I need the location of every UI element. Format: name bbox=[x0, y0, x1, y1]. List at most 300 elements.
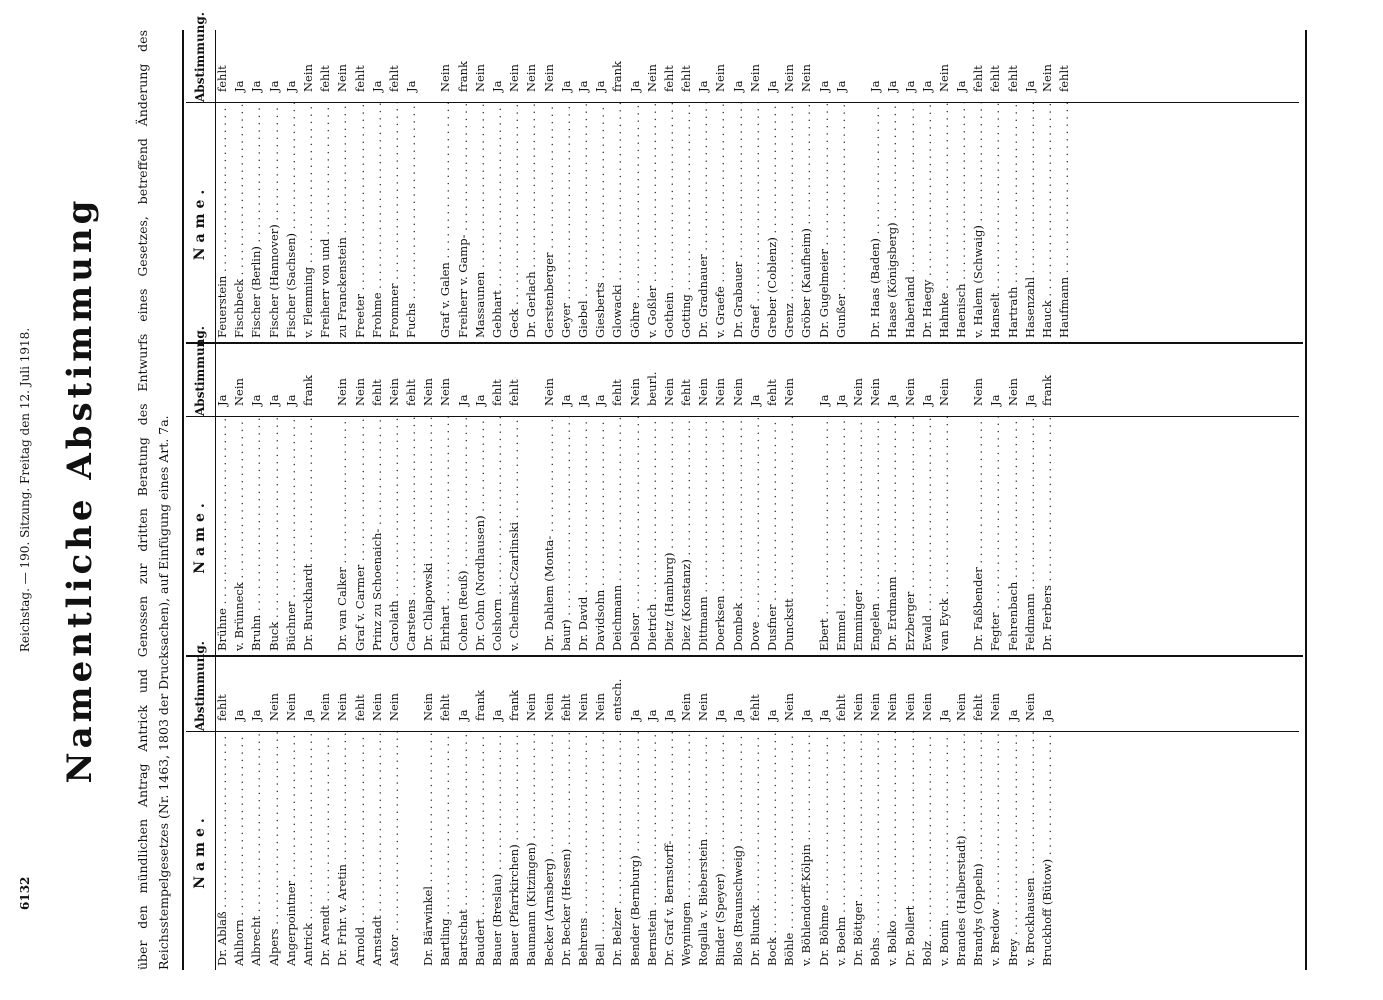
vote-value: Nein bbox=[335, 378, 350, 406]
table-row bbox=[1005, 28, 1022, 342]
bottom-rule bbox=[1305, 30, 1307, 970]
vote-value: Ja bbox=[627, 80, 642, 92]
vote-value: entsch. bbox=[610, 678, 625, 721]
table-row bbox=[798, 342, 815, 655]
vote-value: Ja bbox=[919, 394, 934, 406]
member-name: Baudert . . . bbox=[472, 731, 489, 970]
vote-value: Nein bbox=[421, 378, 436, 406]
vote-value: fehlt bbox=[490, 379, 504, 406]
member-name: Prinz zu Schoenaich- . . . bbox=[369, 416, 386, 655]
table-row bbox=[523, 342, 540, 655]
vote-value: fehlt bbox=[318, 65, 333, 92]
vote-value: Ja bbox=[369, 80, 384, 92]
table-row bbox=[541, 28, 558, 342]
vote-value: Nein bbox=[936, 378, 951, 406]
vote-value: Nein bbox=[541, 693, 556, 721]
vote-value: Ja bbox=[816, 80, 831, 92]
member-name: Freeter . . . bbox=[352, 102, 369, 342]
table-row bbox=[902, 28, 919, 342]
table-row bbox=[712, 657, 729, 970]
table-row bbox=[867, 342, 884, 655]
table-row bbox=[352, 342, 369, 655]
table-row bbox=[523, 657, 540, 970]
table-row bbox=[248, 657, 265, 970]
vote-value: Ja bbox=[730, 709, 745, 721]
table-row bbox=[386, 657, 403, 970]
table-row bbox=[1005, 342, 1022, 655]
member-name: Blos (Braunschweig) . . . bbox=[730, 731, 747, 970]
member-name bbox=[403, 731, 420, 970]
vote-value: Nein bbox=[352, 378, 367, 406]
table-row bbox=[678, 342, 695, 655]
vote-value: frank bbox=[1040, 375, 1054, 406]
vote-value: Ja bbox=[765, 709, 779, 721]
member-name: Bruhn . . . bbox=[248, 416, 265, 655]
vote-header: Abstimmung. bbox=[186, 657, 214, 732]
vote-value: Ja bbox=[799, 709, 814, 721]
table-row bbox=[575, 28, 592, 342]
member-name: Dr. Bollert . . . bbox=[902, 731, 919, 970]
member-name: v. Bolko . . . bbox=[884, 731, 901, 970]
vote-value: Nein bbox=[868, 693, 883, 721]
member-name: Bartling . . . bbox=[437, 731, 454, 970]
table-row bbox=[472, 342, 489, 655]
vote-value: Nein bbox=[850, 693, 865, 721]
table-row bbox=[575, 342, 592, 655]
vote-value: Nein bbox=[541, 64, 556, 92]
table-row bbox=[747, 28, 764, 342]
table-row bbox=[506, 28, 523, 342]
table-row bbox=[369, 342, 386, 655]
table-row bbox=[334, 342, 351, 655]
table-row bbox=[214, 342, 231, 655]
member-name: v. Boehn . . . bbox=[833, 731, 850, 970]
member-name: Cohen (Reuß) . . . bbox=[455, 416, 472, 655]
member-name: Haufmann . . . bbox=[1056, 102, 1073, 342]
table-row bbox=[420, 657, 437, 970]
vote-value: Nein bbox=[782, 64, 797, 92]
table-row bbox=[970, 28, 987, 342]
member-name: Fischer (Berlin) . . . bbox=[248, 102, 265, 342]
vote-value: fehlt bbox=[747, 694, 762, 721]
vote-value: Nein bbox=[1040, 64, 1054, 92]
vote-value: Ja bbox=[661, 709, 676, 721]
vote-value: Nein bbox=[936, 64, 951, 92]
member-name: Fuchs . . . bbox=[403, 102, 420, 342]
vote-value: fehlt bbox=[558, 694, 573, 721]
table-row bbox=[266, 342, 283, 655]
vote-value: Ja bbox=[300, 709, 315, 721]
vote-value: Nein bbox=[524, 64, 539, 92]
table-row bbox=[1022, 657, 1039, 970]
vote-value: Nein bbox=[507, 64, 522, 92]
vote-value: Ja bbox=[472, 394, 487, 406]
column-header bbox=[186, 641, 214, 970]
vote-value: Ja bbox=[490, 80, 504, 92]
table-row bbox=[334, 657, 351, 970]
member-name: Carolath . . . bbox=[386, 416, 403, 655]
vote-value: Nein bbox=[1022, 693, 1037, 721]
vote-value: Nein bbox=[661, 378, 676, 406]
member-name: Feldmann . . . bbox=[1022, 416, 1039, 655]
table-row bbox=[455, 342, 472, 655]
vote-value: Ja bbox=[283, 394, 298, 406]
page-title: Namentliche Abstimmung bbox=[60, 196, 100, 784]
table-row bbox=[558, 342, 575, 655]
member-name: Dr. Bärwinkel . . . bbox=[420, 731, 437, 970]
member-name: Doerksen . . . bbox=[712, 416, 729, 655]
member-name: Dr. Gradnauer . . . bbox=[695, 102, 712, 342]
vote-value: fehlt bbox=[765, 379, 779, 406]
table-row bbox=[764, 657, 781, 970]
member-name: Fehrenbach . . . bbox=[1005, 416, 1022, 655]
member-name: Büchner . . . bbox=[283, 416, 300, 655]
rows-column-1 bbox=[214, 657, 1299, 970]
vote-value: fehlt bbox=[507, 379, 522, 406]
member-name: v. Chelmski-Czarlinski . . . bbox=[506, 416, 523, 655]
member-name: Brühne . . . bbox=[214, 416, 231, 655]
table-row bbox=[283, 28, 300, 342]
member-name: Dr. Dahlem (Monta- . . . bbox=[541, 416, 558, 655]
table-row bbox=[300, 28, 317, 342]
member-name: Delsor . . . bbox=[627, 416, 644, 655]
table-row bbox=[317, 28, 334, 342]
member-name bbox=[317, 416, 334, 655]
name-header: Name. bbox=[192, 184, 208, 261]
table-row bbox=[609, 657, 626, 970]
member-name bbox=[850, 102, 867, 342]
vote-value: fehlt bbox=[988, 65, 1003, 92]
member-name: Gerstenberger . . . bbox=[541, 102, 558, 342]
member-name: Fegter . . . bbox=[987, 416, 1004, 655]
vote-value: Nein bbox=[283, 693, 298, 721]
vote-value: fehlt bbox=[833, 694, 848, 721]
member-name: Gothein . . . bbox=[661, 102, 678, 342]
member-name: Bock . . . bbox=[764, 731, 781, 970]
member-name: Greber (Coblenz) . . . bbox=[764, 102, 781, 342]
vote-value: Ja bbox=[954, 80, 969, 92]
vote-value: Ja bbox=[215, 394, 229, 406]
vote-value bbox=[850, 28, 867, 102]
member-name: Ahlhorn . . . bbox=[231, 731, 248, 970]
member-name: Angerpointner . . . bbox=[283, 731, 300, 970]
member-name: Geck . . . bbox=[506, 102, 523, 342]
vote-value: Nein bbox=[644, 64, 659, 92]
vote-value: fehlt bbox=[215, 694, 229, 721]
vote-value: Nein bbox=[575, 693, 590, 721]
member-name: Engelen . . . bbox=[867, 416, 884, 655]
vote-value: Nein bbox=[421, 693, 436, 721]
vote-value: beurl. bbox=[644, 371, 659, 406]
table-row bbox=[1005, 657, 1022, 970]
column-header bbox=[186, 326, 214, 655]
member-name: Haenisch . . . bbox=[953, 102, 970, 342]
table-row bbox=[798, 28, 815, 342]
vote-value: Ja bbox=[266, 80, 281, 92]
member-name: Dr. David . . . bbox=[575, 416, 592, 655]
member-name: Dr. Frhr. v. Aretin . . . bbox=[334, 731, 351, 970]
table-row bbox=[850, 657, 867, 970]
table-row bbox=[627, 657, 644, 970]
vote-value: Nein bbox=[902, 693, 917, 721]
member-name: v. Brockhausen . . . bbox=[1022, 731, 1039, 970]
vote-value: Ja bbox=[1040, 709, 1054, 721]
table-row bbox=[317, 342, 334, 655]
vote-value: frank bbox=[507, 690, 522, 721]
vote-value: Nein bbox=[713, 378, 728, 406]
member-name: Dr. Graf v. Bernstorff- . . . bbox=[661, 731, 678, 970]
member-name: Dittmann . . . bbox=[695, 416, 712, 655]
table-row bbox=[936, 657, 953, 970]
member-name: Becker (Arnsberg) . . . bbox=[541, 731, 558, 970]
column-header bbox=[186, 12, 214, 342]
vote-value: Ja bbox=[558, 80, 573, 92]
vote-value: Ja bbox=[232, 709, 247, 721]
vote-value: Ja bbox=[1005, 709, 1020, 721]
vote-value: fehlt bbox=[679, 379, 694, 406]
table-row bbox=[953, 342, 970, 655]
table-row bbox=[816, 28, 833, 342]
member-name: Dove . . . bbox=[747, 416, 764, 655]
member-name: v. Bonin . . . bbox=[936, 731, 953, 970]
vote-value bbox=[403, 657, 420, 731]
member-name: Dr. Gugelmeier . . . bbox=[816, 102, 833, 342]
member-name: Emmel . . . bbox=[833, 416, 850, 655]
member-name: Grenz . . . bbox=[781, 102, 798, 342]
member-name: Dr. Haegy . . . bbox=[919, 102, 936, 342]
vote-value: Nein bbox=[627, 378, 642, 406]
table-row bbox=[627, 342, 644, 655]
table-row bbox=[1022, 342, 1039, 655]
vote-value: Nein bbox=[713, 64, 728, 92]
vote-value: fehlt bbox=[971, 65, 986, 92]
table-row bbox=[695, 657, 712, 970]
table-row bbox=[352, 657, 369, 970]
member-name: Bernstein . . . bbox=[644, 731, 661, 970]
table-row bbox=[730, 657, 747, 970]
table-row bbox=[437, 342, 454, 655]
vote-value: Nein bbox=[919, 693, 934, 721]
table-row bbox=[936, 28, 953, 342]
member-name: v. Brünneck . . . bbox=[231, 416, 248, 655]
table-row bbox=[833, 28, 850, 342]
member-name: Hahnke . . . bbox=[936, 102, 953, 342]
vote-header: Abstimmung. bbox=[186, 28, 214, 103]
vote-value: Ja bbox=[404, 80, 419, 92]
vote-value: Nein bbox=[868, 378, 883, 406]
table-row bbox=[403, 342, 420, 655]
vote-value: Nein bbox=[799, 64, 814, 92]
table-row bbox=[300, 342, 317, 655]
member-name: Alpers . . . bbox=[266, 731, 283, 970]
vote-value: fehlt bbox=[971, 694, 986, 721]
table-row bbox=[678, 28, 695, 342]
table-row bbox=[558, 28, 575, 342]
vote-value: Nein bbox=[386, 378, 401, 406]
column-1 bbox=[186, 641, 1303, 970]
table-row bbox=[575, 657, 592, 970]
vote-value: frank bbox=[472, 690, 487, 721]
member-name: Dr. Ablaß . . . bbox=[214, 731, 231, 970]
table-row bbox=[592, 342, 609, 655]
table-row bbox=[867, 657, 884, 970]
member-name: Haase (Königsberg) . . . bbox=[884, 102, 901, 342]
member-name: Glowacki . . . bbox=[609, 102, 626, 342]
vote-value: Nein bbox=[782, 693, 797, 721]
vote-value: Ja bbox=[1022, 394, 1037, 406]
member-name: Dr. Cohn (Nordhausen) . . . bbox=[472, 416, 489, 655]
vote-value bbox=[420, 28, 437, 102]
vote-value: Ja bbox=[730, 80, 745, 92]
member-name: Dr. Burckhardt . . . bbox=[300, 416, 317, 655]
member-name bbox=[420, 102, 437, 342]
vote-value: Nein bbox=[747, 64, 762, 92]
table-row bbox=[798, 657, 815, 970]
table-row bbox=[214, 28, 231, 342]
member-name: Dr. Böttger . . . bbox=[850, 731, 867, 970]
table-row bbox=[334, 28, 351, 342]
member-name: Gröber (Kaufheim) . . . bbox=[798, 102, 815, 342]
vote-value: Nein bbox=[885, 693, 900, 721]
member-name: Bell . . . bbox=[592, 731, 609, 970]
member-name: Dr. Ferbers . . . bbox=[1039, 416, 1056, 655]
table-row bbox=[1039, 657, 1056, 970]
table-row bbox=[506, 342, 523, 655]
table-row bbox=[730, 342, 747, 655]
vote-value: Nein bbox=[954, 693, 969, 721]
member-name: Hasenzahl . . . bbox=[1022, 102, 1039, 342]
member-name: Fischer (Sachsen) . . . bbox=[283, 102, 300, 342]
member-name: Brey . . . bbox=[1005, 731, 1022, 970]
table-row bbox=[627, 28, 644, 342]
member-name: Ewald . . . bbox=[919, 416, 936, 655]
member-name: baur) . . . bbox=[558, 416, 575, 655]
table-row bbox=[884, 342, 901, 655]
member-name: Dr. van Calker . . . bbox=[334, 416, 351, 655]
name-header: Name. bbox=[192, 813, 208, 889]
vote-value: Ja bbox=[885, 394, 900, 406]
table-row bbox=[300, 657, 317, 970]
member-name: Bohs . . . bbox=[867, 731, 884, 970]
vote-value: Ja bbox=[232, 80, 247, 92]
member-name: Binder (Speyer) . . . bbox=[712, 731, 729, 970]
vote-value: Ja bbox=[593, 394, 608, 406]
member-name: Colshorn . . . bbox=[489, 416, 506, 655]
vote-value: Nein bbox=[472, 64, 487, 92]
member-name: Diez (Konstanz) . . . bbox=[678, 416, 695, 655]
member-name: Frommer . . . bbox=[386, 102, 403, 342]
rows-column-2 bbox=[214, 342, 1299, 655]
table-row bbox=[248, 342, 265, 655]
member-name: Emminger . . . bbox=[850, 416, 867, 655]
vote-value: Ja bbox=[490, 709, 504, 721]
member-name: Arnold . . . bbox=[352, 731, 369, 970]
vote-value: Ja bbox=[833, 394, 848, 406]
member-name: Graef . . . bbox=[747, 102, 764, 342]
member-name bbox=[953, 416, 970, 655]
vote-value: frank bbox=[610, 61, 625, 92]
member-name: Ehrhart . . . bbox=[437, 416, 454, 655]
vote-value: Nein bbox=[696, 378, 711, 406]
top-rule bbox=[182, 30, 184, 970]
member-name: Freiherr v. Gamp- . . . bbox=[455, 102, 472, 342]
member-name: Fischbeck . . . bbox=[231, 102, 248, 342]
vote-value: Nein bbox=[850, 378, 865, 406]
table-row bbox=[712, 342, 729, 655]
table-row bbox=[609, 28, 626, 342]
member-name: Hanselt . . . bbox=[987, 102, 1004, 342]
member-name: Dr. Erdmann . . . bbox=[884, 416, 901, 655]
vote-value: Ja bbox=[919, 80, 934, 92]
table-row bbox=[369, 28, 386, 342]
member-name: Dr. Haas (Baden) . . . bbox=[867, 102, 884, 342]
member-name: Dr. Grabauer . . . bbox=[730, 102, 747, 342]
table-row bbox=[919, 28, 936, 342]
member-name: Feuerstein . . . bbox=[214, 102, 231, 342]
header-center-text: Reichstag. — 190. Sitzung. Freitag den 12. Juli 1918. bbox=[18, 327, 32, 653]
member-name bbox=[798, 416, 815, 655]
table-row bbox=[781, 28, 798, 342]
vote-value: Ja bbox=[1022, 80, 1037, 92]
vote-value: fehlt bbox=[1005, 65, 1020, 92]
table-row bbox=[833, 342, 850, 655]
vote-value: fehlt bbox=[610, 379, 625, 406]
table-row bbox=[386, 342, 403, 655]
vote-value: fehlt bbox=[1057, 65, 1072, 92]
vote-value: Ja bbox=[283, 80, 298, 92]
vote-value bbox=[317, 342, 334, 416]
member-name: Haberland . . . bbox=[902, 102, 919, 342]
vote-value: Nein bbox=[232, 378, 247, 406]
table-row bbox=[266, 657, 283, 970]
vote-value: fehlt bbox=[679, 65, 694, 92]
table-row bbox=[248, 28, 265, 342]
vote-value: Nein bbox=[1005, 378, 1020, 406]
table-row bbox=[1022, 28, 1039, 342]
vote-value: fehlt bbox=[369, 379, 384, 406]
member-name: Carstens . . . bbox=[403, 416, 420, 655]
table-row bbox=[541, 342, 558, 655]
table-row bbox=[884, 657, 901, 970]
member-name: v. Halem (Schwaig) . . . bbox=[970, 102, 987, 342]
vote-value: fehlt bbox=[352, 694, 367, 721]
vote-value: frank bbox=[455, 61, 470, 92]
member-name: Hartrath . . . bbox=[1005, 102, 1022, 342]
vote-value: fehlt bbox=[386, 65, 401, 92]
table-row bbox=[816, 342, 833, 655]
vote-value: Nein bbox=[730, 378, 745, 406]
table-row bbox=[953, 28, 970, 342]
table-row bbox=[403, 28, 420, 342]
member-name: Behrens . . . bbox=[575, 731, 592, 970]
member-name: Deichmann . . . bbox=[609, 416, 626, 655]
member-name: Geyer . . . bbox=[558, 102, 575, 342]
vote-value: Nein bbox=[902, 378, 917, 406]
table-row bbox=[884, 28, 901, 342]
member-name: Bolz . . . bbox=[919, 731, 936, 970]
member-name: Dr. Chlapowski . . . bbox=[420, 416, 437, 655]
table-row bbox=[455, 657, 472, 970]
member-name: Dombek . . . bbox=[730, 416, 747, 655]
table-row bbox=[1056, 28, 1073, 342]
member-name: v. Bredow . . . bbox=[987, 731, 1004, 970]
vote-value: Ja bbox=[249, 709, 264, 721]
table-row bbox=[919, 657, 936, 970]
table-row bbox=[970, 657, 987, 970]
table-row bbox=[231, 28, 248, 342]
table-row bbox=[489, 657, 506, 970]
table-row bbox=[833, 657, 850, 970]
